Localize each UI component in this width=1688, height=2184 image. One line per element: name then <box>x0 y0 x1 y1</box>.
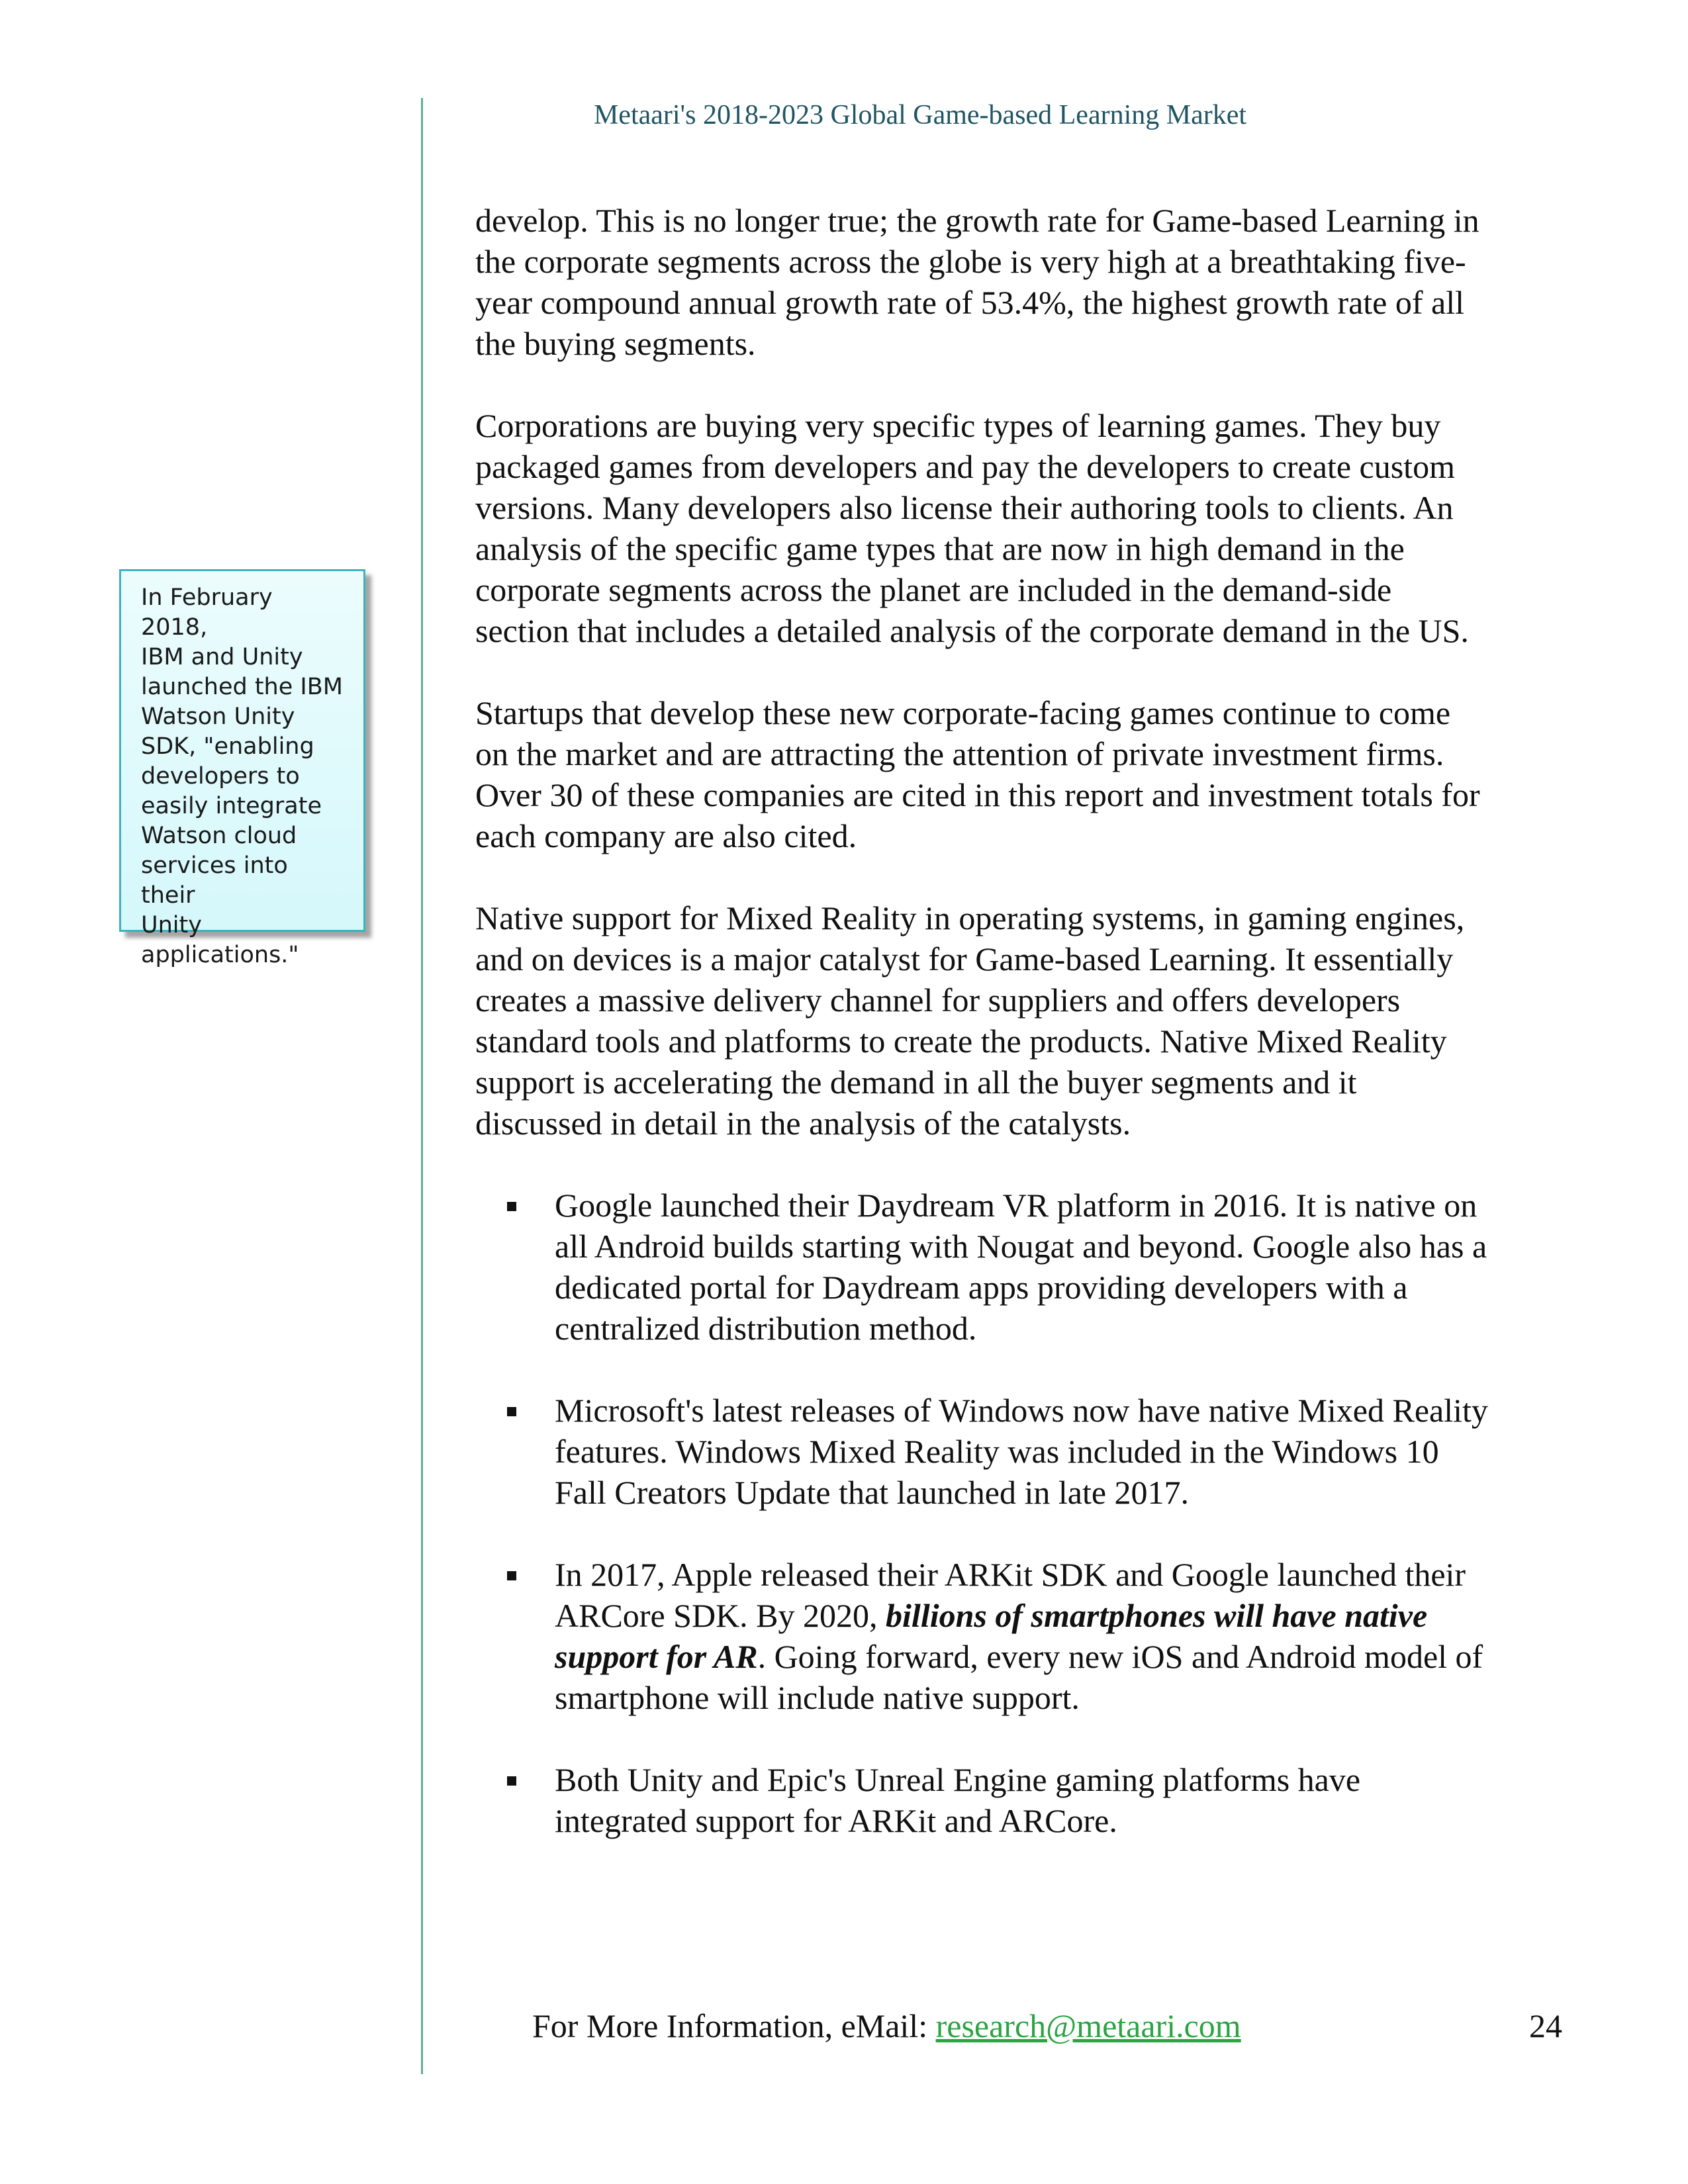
main-content <box>475 200 1587 1882</box>
text-line: support is accelerating the demand in all the buyer segments and it <box>475 1064 1357 1101</box>
paragraph-mixed-reality <box>475 897 1587 1144</box>
text-line: Over 30 of these companies are cited in this report and investment totals for <box>475 776 1480 813</box>
text-line: smartphone will include native support. <box>555 1679 1080 1716</box>
text-line: creates a massive delivery channel for suppliers and offers developers <box>475 981 1401 1019</box>
text-line: corporate segments across the planet are included in the demand-side <box>475 571 1392 608</box>
text-line: analysis of the specific game types that are now in high demand in the <box>475 530 1405 567</box>
callout-line: SDK, "enabling <box>141 733 314 760</box>
bullet-item-arkit-arcore <box>475 1554 1587 1718</box>
callout-line: launched the IBM <box>141 674 343 700</box>
text-segment: . Going forward, every new iOS and Android model of <box>757 1638 1483 1675</box>
callout-line: applications." <box>141 942 299 968</box>
emphasis-text: billions of smartphones will have native <box>886 1597 1428 1634</box>
callout-line: Unity <box>141 912 202 938</box>
text-line: Corporations are buying very specific types of learning games. They buy <box>475 407 1441 444</box>
text-line: features. Windows Mixed Reality was included in the Windows 10 <box>555 1433 1439 1470</box>
square-bullet-icon <box>507 1554 516 1595</box>
text-line: Fall Creators Update that launched in late 2017. <box>555 1474 1190 1511</box>
text-line: discussed in detail in the analysis of the catalysts. <box>475 1105 1131 1142</box>
email-link[interactable]: research@metaari.com <box>935 2007 1241 2044</box>
text-line: the buying segments. <box>475 325 756 362</box>
text-line: In 2017, Apple released their ARKit SDK and Google launched their <box>555 1556 1466 1593</box>
text-segment: ARCore SDK. By 2020, <box>555 1597 886 1634</box>
text-line: Both Unity and Epic's Unreal Engine gaming platforms have <box>555 1761 1361 1798</box>
square-bullet-icon <box>507 1390 516 1431</box>
callout-line: easily integrate <box>141 793 322 819</box>
text-line: all Android builds starting with Nougat and beyond. Google also has a <box>555 1228 1487 1265</box>
text-line: versions. Many developers also license their authoring tools to clients. An <box>475 489 1454 526</box>
vertical-divider <box>421 98 423 2074</box>
text-line: each company are also cited. <box>475 817 857 854</box>
text-line: on the market and are attracting the attention of private investment firms. <box>475 735 1444 772</box>
text-line: dedicated portal for Daydream apps providing developers with a <box>555 1269 1408 1306</box>
callout-line: Watson Unity <box>141 704 295 730</box>
text-line: centralized distribution method. <box>555 1310 977 1347</box>
callout-line: In February 2018, <box>141 584 273 641</box>
page-footer <box>532 2007 1241 2045</box>
text-line: Google launched their Daydream VR platform in 2016. It is native on <box>555 1187 1477 1224</box>
emphasis-text: support for AR <box>555 1638 758 1675</box>
callout-line: services into their <box>141 852 288 909</box>
text-line: year compound annual growth rate of 53.4%, the highest growth rate of all <box>475 284 1464 321</box>
text-line: section that includes a detailed analysis of the corporate demand in the US. <box>475 612 1469 649</box>
text-line: standard tools and platforms to create the products. Native Mixed Reality <box>475 1023 1447 1060</box>
bullet-item-unity-unreal <box>475 1759 1587 1841</box>
text-line: and on devices is a major catalyst for Game-based Learning. It essentially <box>475 940 1454 978</box>
bullet-item-google-daydream <box>475 1185 1587 1349</box>
callout-line: IBM and Unity <box>141 644 303 670</box>
text-line: packaged games from developers and pay the developers to create custom <box>475 448 1455 485</box>
bullet-list <box>475 1185 1587 1841</box>
square-bullet-icon <box>507 1759 516 1800</box>
paragraph-corporations <box>475 405 1587 651</box>
text-line: the corporate segments across the globe is very high at a breathtaking five- <box>475 243 1466 280</box>
callout-line: Watson cloud <box>141 823 297 849</box>
square-bullet-icon <box>507 1185 516 1226</box>
text-line: Native support for Mixed Reality in operating systems, in gaming engines, <box>475 899 1465 936</box>
page-header-title: Metaari's 2018-2023 Global Game-based Learning Market <box>593 100 1247 130</box>
footer-label: For More Information, eMail: <box>532 2007 936 2044</box>
text-line: Microsoft's latest releases of Windows now have native Mixed Reality <box>555 1392 1488 1429</box>
paragraph-growth-rate <box>475 200 1587 364</box>
text-line: integrated support for ARKit and ARCore. <box>555 1802 1117 1839</box>
sidebar-callout <box>119 569 365 968</box>
paragraph-startups <box>475 692 1587 856</box>
text-line: Startups that develop these new corporate-facing games continue to come <box>475 694 1451 731</box>
page-number: 24 <box>1529 2007 1562 2044</box>
text-line: develop. This is no longer true; the growth rate for Game-based Learning in <box>475 202 1479 239</box>
bullet-item-microsoft-windows <box>475 1390 1587 1513</box>
callout-line: developers to <box>141 763 300 790</box>
